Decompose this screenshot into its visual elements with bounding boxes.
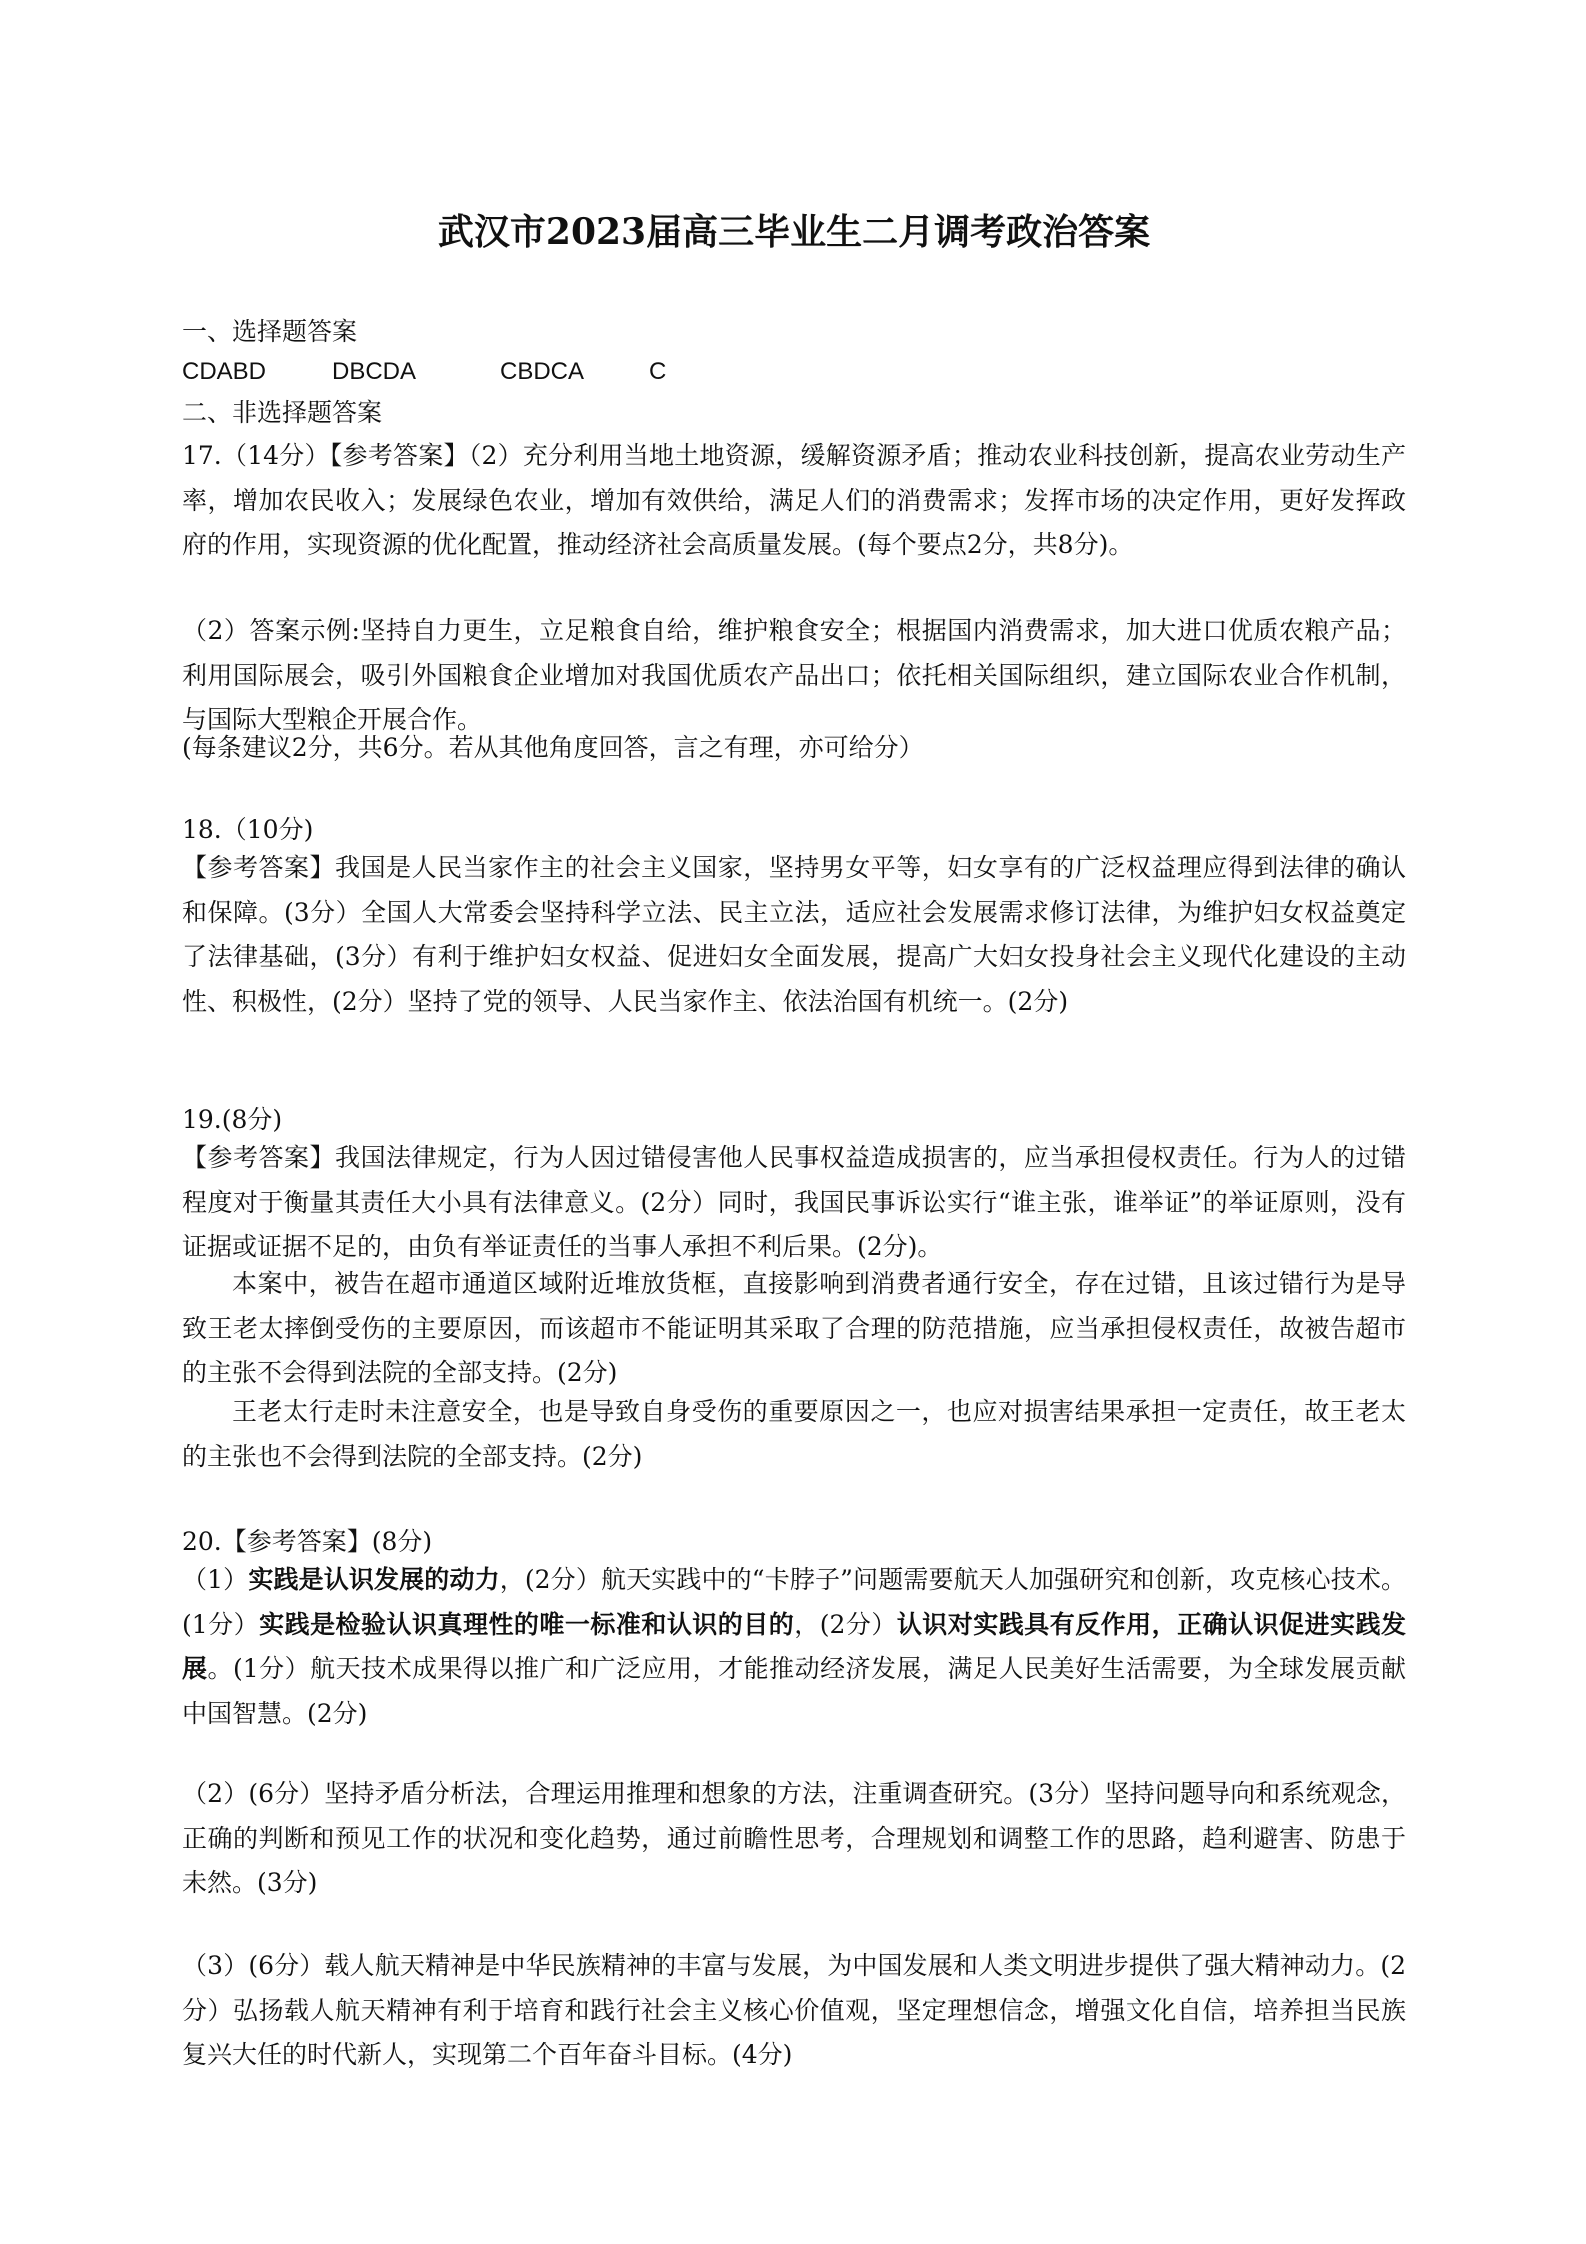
q20-answer-part3: （3）(6分）载人航天精神是中华民族精神的丰富与发展，为中国发展和人类文明进步提供了强大精神动力。(2分）弘扬载人航天精神有利于培育和践行社会主义核心价值观，坚定理想信念，增强文化自信，培养担当民族复兴大任的时代新人，实现第二个百年奋斗目标。(4分) bbox=[182, 1951, 1406, 2069]
q20-p1-key-point-3: 认识对实践具有反作用，正确认识促进实践发展 bbox=[182, 1609, 1406, 1683]
q20-p1-text-2: ，(2分） bbox=[794, 1609, 897, 1639]
q20-answer-part1 bbox=[182, 1558, 1406, 1736]
q20-heading: 20.【参考答案】(8分) bbox=[182, 1527, 433, 1556]
choice-answer-group-2: DBCDA bbox=[332, 358, 417, 385]
q19-heading: 19.(8分) bbox=[182, 1105, 283, 1134]
q20-p1-key-point-2: 实践是检验认识真理性的唯一标准和认识的目的 bbox=[259, 1609, 795, 1639]
q20-p1-key-point-1: 实践是认识发展的动力 bbox=[248, 1565, 500, 1594]
page-title: 武汉市2023届高三毕业生二月调考政治答案 bbox=[437, 211, 1151, 253]
section-heading-nonchoice: 二、非选择题答案 bbox=[182, 398, 383, 427]
q17-scoring-note: (每条建议2分，共6分。若从其他角度回答，言之有理，亦可给分） bbox=[182, 733, 924, 762]
q19-answer-part2: 本案中，被告在超市通道区域附近堆放货框，直接影响到消费者通行安全，存在过错，且该过错行为是导致王老太摔倒受伤的主要原因，而该超市不能证明其采取了合理的防范措施，应当承担侵权责任，故被告超市的主张不会得到法院的全部支持。(2分) bbox=[182, 1269, 1406, 1387]
choice-answer-group-1: CDABD bbox=[182, 358, 267, 385]
q20-answer-part2: （2）(6分）坚持矛盾分析法，合理运用推理和想象的方法，注重调查研究。(3分）坚持问题导向和系统观念，正确的判断和预见工作的状况和变化趋势，通过前瞻性思考，合理规划和调整工作的思路，趋利避害、防患于未然。(3分) bbox=[182, 1779, 1406, 1897]
choice-answer-group-4: C bbox=[649, 358, 667, 385]
document-page bbox=[182, 0, 1406, 2244]
q18-heading: 18.（10分) bbox=[182, 815, 314, 844]
q17-answer-part2: （2）答案示例:坚持自力更生，立足粮食自给，维护粮食安全；根据国内消费需求，加大进口优质农粮产品；利用国际展会，吸引外国粮食企业增加对我国优质农产品出口；依托相关国际组织，建立国际农业合作机制，与国际大型粮企开展合作。 bbox=[182, 616, 1406, 734]
q17-answer-part1: 17.（14分）【参考答案】（2）充分利用当地土地资源，缓解资源矛盾；推动农业科技创新，提高农业劳动生产率，增加农民收入；发展绿色农业，增加有效供给，满足人们的消费需求；发挥市场的决定作用，更好发挥政府的作用，实现资源的优化配置，推动经济社会高质量发展。(每个要点2分，共8分)。 bbox=[182, 441, 1406, 559]
q19-answer-part3: 王老太行走时未注意安全，也是导致自身受伤的重要原因之一，也应对损害结果承担一定责任，故王老太的主张也不会得到法院的全部支持。(2分) bbox=[182, 1397, 1406, 1471]
q19-answer-part1: 【参考答案】我国法律规定，行为人因过错侵害他人民事权益造成损害的，应当承担侵权责任。行为人的过错程度对于衡量其责任大小具有法律意义。(2分）同时，我国民事诉讼实行“谁主张，谁举证”的举证原则，没有证据或证据不足的，由负有举证责任的当事人承担不利后果。(2分)。 bbox=[182, 1143, 1406, 1261]
q20-p1-text-1: ，(2分）航天实践中的“卡脖子”问题需要航天人加强研究和创新，攻克核心技术。(1分） bbox=[182, 1565, 1406, 1639]
q20-p1-prefix: （1） bbox=[182, 1565, 249, 1594]
q20-p1-text-3: 。(1分）航天技术成果得以推广和广泛应用，才能推动经济发展，满足人民美好生活需要，为全球发展贡献中国智慧。(2分) bbox=[182, 1654, 1406, 1728]
choice-answer-group-3: CBDCA bbox=[500, 358, 585, 385]
choice-answers bbox=[182, 352, 1406, 392]
q18-answer: 【参考答案】我国是人民当家作主的社会主义国家，坚持男女平等，妇女享有的广泛权益理应得到法律的确认和保障。(3分）全国人大常委会坚持科学立法、民主立法，适应社会发展需求修订法律，为维护妇女权益奠定了法律基础，(3分）有利于维护妇女权益、促进妇女全面发展，提高广大妇女投身社会主义现代化建设的主动性、积极性，(2分）坚持了党的领导、人民当家作主、依法治国有机统一。(2分) bbox=[182, 853, 1406, 1016]
section-heading-choice: 一、选择题答案 bbox=[182, 317, 358, 346]
